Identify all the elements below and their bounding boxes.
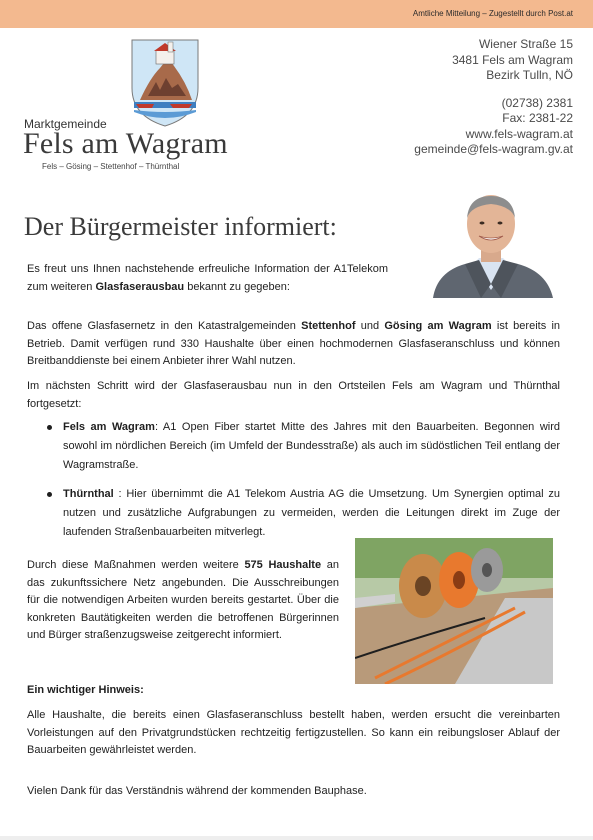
households-paragraph: Durch diese Maßnahmen werden weitere 575 Haushalte an das zukunftssichere Netz angebunden. Die Ausschreibungen für die notwendigen Arbeiten wurden bereits gestartet. Über die konkreten Bautätigkeiten werden die betroffenen Bürgerinnen und Bürger straßenzugsweise zeitgerecht informiert.	[27, 559, 339, 641]
rollout-list	[27, 418, 560, 552]
address-district: Bezirk Tulln, NÖ	[486, 68, 573, 82]
municipality-name: Fels am Wagram	[23, 127, 228, 160]
address-city: 3481 Fels am Wagram	[452, 52, 573, 67]
next-step-paragraph: Im nächsten Schritt wird der Glasfaserausbau nun in den Ortsteilen Fels am Wagram und Thürnthal fortgesetzt:	[27, 380, 560, 410]
cable-drums-photo	[355, 538, 553, 684]
preparation-paragraph: Alle Haushalte, die bereits einen Glasfaseranschluss bestellt haben, werden ersucht die vereinbarten Vorleistungen auf den Privatgrundstücken rechtzeitig fertigzustellen. So kann ein reibungsloser Ablauf der Bauarbeiten gewährleistet werden.	[27, 709, 560, 756]
coat-of-arms-icon	[130, 38, 200, 128]
hint-heading: Ein wichtiger Hinweis:	[27, 684, 144, 696]
bullet-icon	[47, 425, 52, 430]
phone-number: (02738) 2381	[501, 95, 573, 110]
email-link[interactable]: gemeinde@fels-wagram.gv.at	[414, 142, 573, 156]
list-item: Fels am Wagram: A1 Open Fiber startet Mitte des Jahres mit den Bauarbeiten. Begonnen wird sowohl im nördlichen Bereich (im Umfeld der Bundesstraße) als auch im südöstlichen Teil entlang der Wagramstraße.	[27, 418, 560, 475]
contact-block	[414, 37, 573, 158]
official-notice-label: Amtliche Mitteilung – Zugestellt durch Post.at	[412, 9, 573, 18]
network-status-paragraph: Das offene Glasfasernetz in den Katastralgemeinden Stettenhof und Gösing am Wagram ist bereits in Betrieb. Damit verfügen rund 330 Haushalte über einen hochmodernen Glasfaseranschluss und können Breitbanddienste bei einem Anbieter ihrer Wahl nutzen.	[27, 320, 561, 367]
thanks-paragraph: Vielen Dank für das Verständnis während der kommenden Bauphase.	[27, 785, 367, 797]
fax-number: Fax: 2381-22	[502, 111, 573, 125]
page-title: Der Bürgermeister informiert:	[24, 212, 337, 241]
municipality-localities: Fels – Gösing – Stettenhof – Thürnthal	[42, 162, 180, 171]
footer-divider	[0, 836, 593, 840]
address-street: Wiener Straße 15	[478, 37, 573, 51]
municipality-label: Marktgemeinde	[24, 117, 107, 131]
top-banner	[0, 0, 593, 28]
bullet-icon	[47, 492, 52, 497]
mayor-portrait	[425, 186, 558, 298]
intro-paragraph: Es freut uns Ihnen nachstehende erfreuliche Information der A1Telekom zum weiteren Glasfaserausbau bekannt zu gegeben:	[27, 263, 388, 293]
website-link[interactable]: www.fels-wagram.at	[465, 126, 573, 141]
list-item: Thürnthal : Hier übernimmt die A1 Telekom Austria AG die Umsetzung. Um Synergien optimal zu nutzen und zusätzliche Aufgrabungen zu vermeiden, werden die Leitungen direkt im Zuge der laufenden Straßenbauarbeiten mitverlegt.	[27, 485, 560, 542]
